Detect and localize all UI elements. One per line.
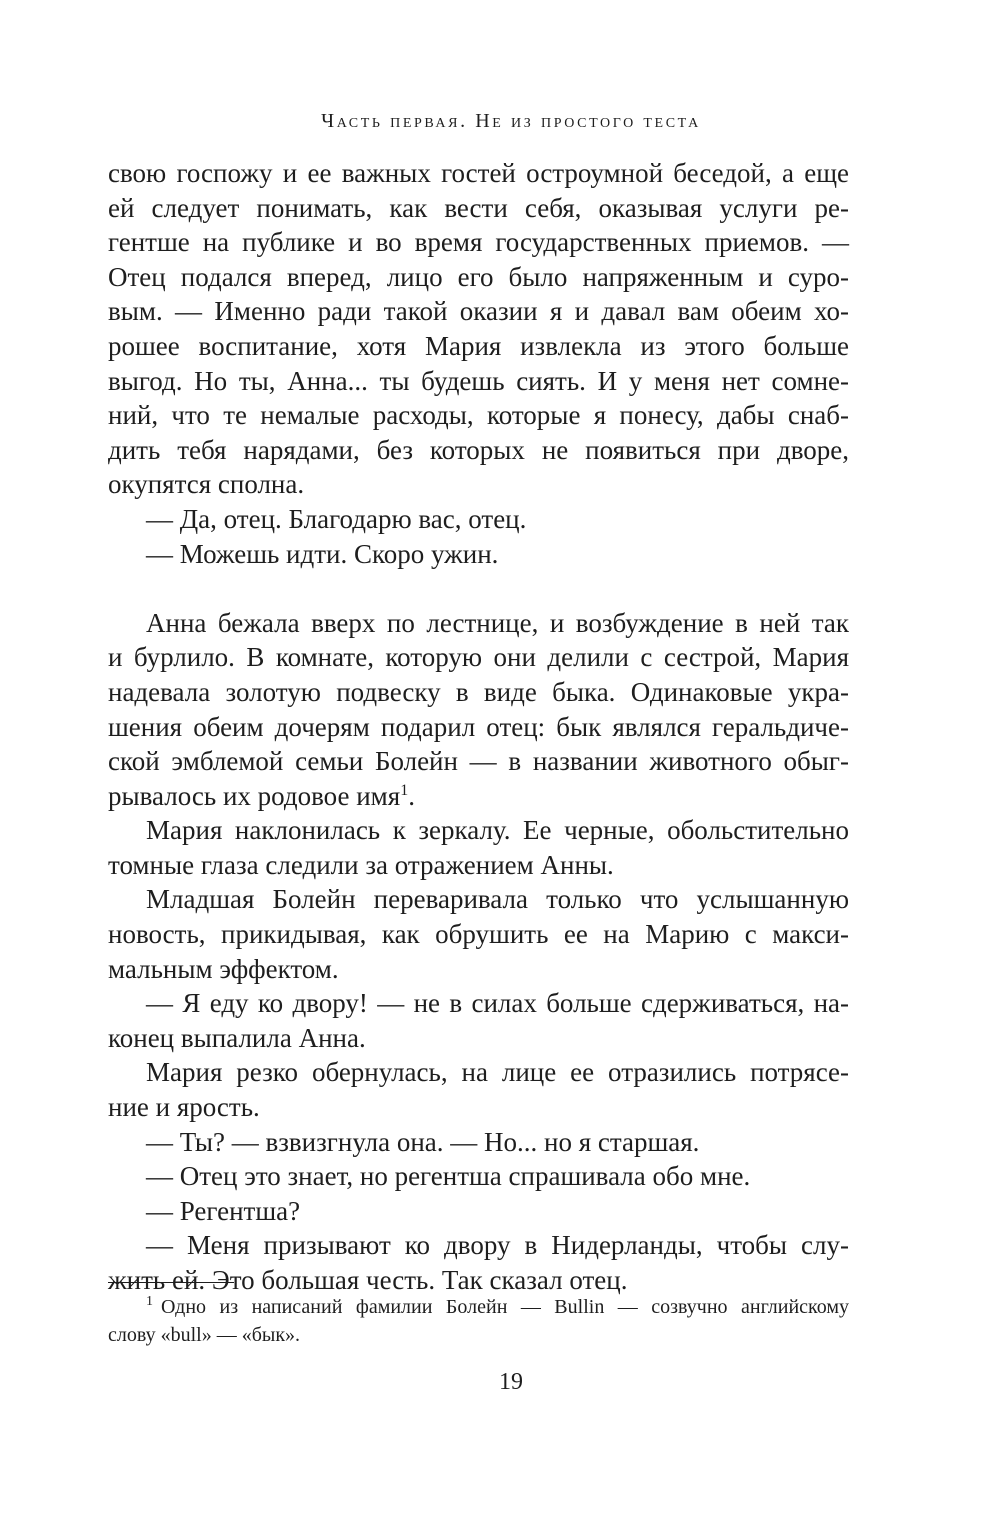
footnote-line	[108, 1293, 849, 1321]
dialogue-line: — Ты? — взвизгнула она. — Но... но я старшая.	[146, 1126, 700, 1157]
text-line: новость, прикидывая, как обрушить ее на Марию с макси-	[108, 919, 849, 950]
running-head: Часть первая. Не из простого теста	[321, 110, 701, 132]
text-line-with-footnote	[108, 779, 849, 814]
footnote-divider	[108, 1282, 234, 1283]
text-line: надевала золотую подвеску в виде быка. Одинаковые укра-	[108, 676, 849, 707]
text-line: Мария наклонилась к зеркалу. Ее черные, обольстительно	[146, 815, 849, 846]
text-line: вым. — Именно ради такой оказии я и давал вам обеим хо-	[108, 296, 849, 327]
text-fragment: .	[408, 780, 415, 811]
text-line: ние и ярость.	[108, 1092, 260, 1123]
text-line: ей следует понимать, как вести себя, оказывая услуги ре-	[108, 192, 849, 223]
page-number: 19	[499, 1369, 523, 1395]
text-line: дить тебя нарядами, без которых не появиться при дворе,	[108, 434, 849, 465]
text-line: свою госпожу и ее важных гостей остроумной беседой, а еще	[108, 158, 849, 188]
body-text	[108, 156, 849, 1298]
text-line: и бурлило. В комнате, которую они делили с сестрой, Мария	[108, 642, 849, 673]
dialogue-line: — Меня призывают ко двору в Нидерланды, чтобы слу-	[146, 1230, 849, 1261]
text-line: гентше на публике и во время государственных приемов. —	[108, 227, 849, 258]
text-line: Анна бежала вверх по лестнице, и возбуждение в ней так	[146, 607, 849, 638]
text-line: шения обеим дочерям подарил отец: бык являлся геральдиче-	[108, 711, 849, 742]
text-line: Отец подался вперед, лицо его было напряженным и суро-	[108, 261, 849, 292]
footnote-marker: 1	[400, 781, 409, 799]
footnote	[108, 1293, 849, 1349]
footnote-text: Одно из написаний фамилии Болейн — Bullin — созвучно английскому	[161, 1296, 849, 1318]
text-line: выгод. Но ты, Анна... ты будешь сиять. И у меня нет сомне-	[108, 365, 849, 396]
section-break	[108, 571, 849, 606]
text-line: ской эмблемой семьи Болейн — в названии животного обыг-	[108, 746, 849, 777]
footnote-line: слову «bull» — «бык».	[108, 1324, 301, 1346]
text-line: мальным эффектом.	[108, 953, 339, 984]
dialogue-line: — Да, отец. Благодарю вас, отец.	[146, 503, 527, 534]
text-line: конец выпалила Анна.	[108, 1022, 366, 1053]
dialogue-line: — Я еду ко двору! — не в силах больше сдерживаться, на-	[146, 988, 849, 1019]
dialogue-line: — Можешь идти. Скоро ужин.	[146, 538, 499, 569]
text-line: ний, что те немалые расходы, которые я понесу, дабы снаб-	[108, 400, 849, 431]
text-line: рошее воспитание, хотя Мария извлекла из этого больше	[108, 330, 849, 361]
footnote-number: 1	[146, 1294, 153, 1310]
text-line: Младшая Болейн переваривала только что услышанную	[146, 884, 849, 915]
text-fragment: рывалось их родовое имя	[108, 780, 401, 811]
text-line: окупятся сполна.	[108, 469, 305, 500]
text-line: Мария резко обернулась, на лице ее отразились потрясе-	[146, 1057, 849, 1088]
dialogue-line: — Отец это знает, но регентша спрашивала обо мне.	[146, 1161, 751, 1192]
text-line: томные глаза следили за отражением Анны.	[108, 849, 614, 880]
dialogue-line: — Регентша?	[146, 1195, 301, 1226]
text-line: жить ей. Это большая честь. Так сказал отец.	[108, 1265, 628, 1295]
